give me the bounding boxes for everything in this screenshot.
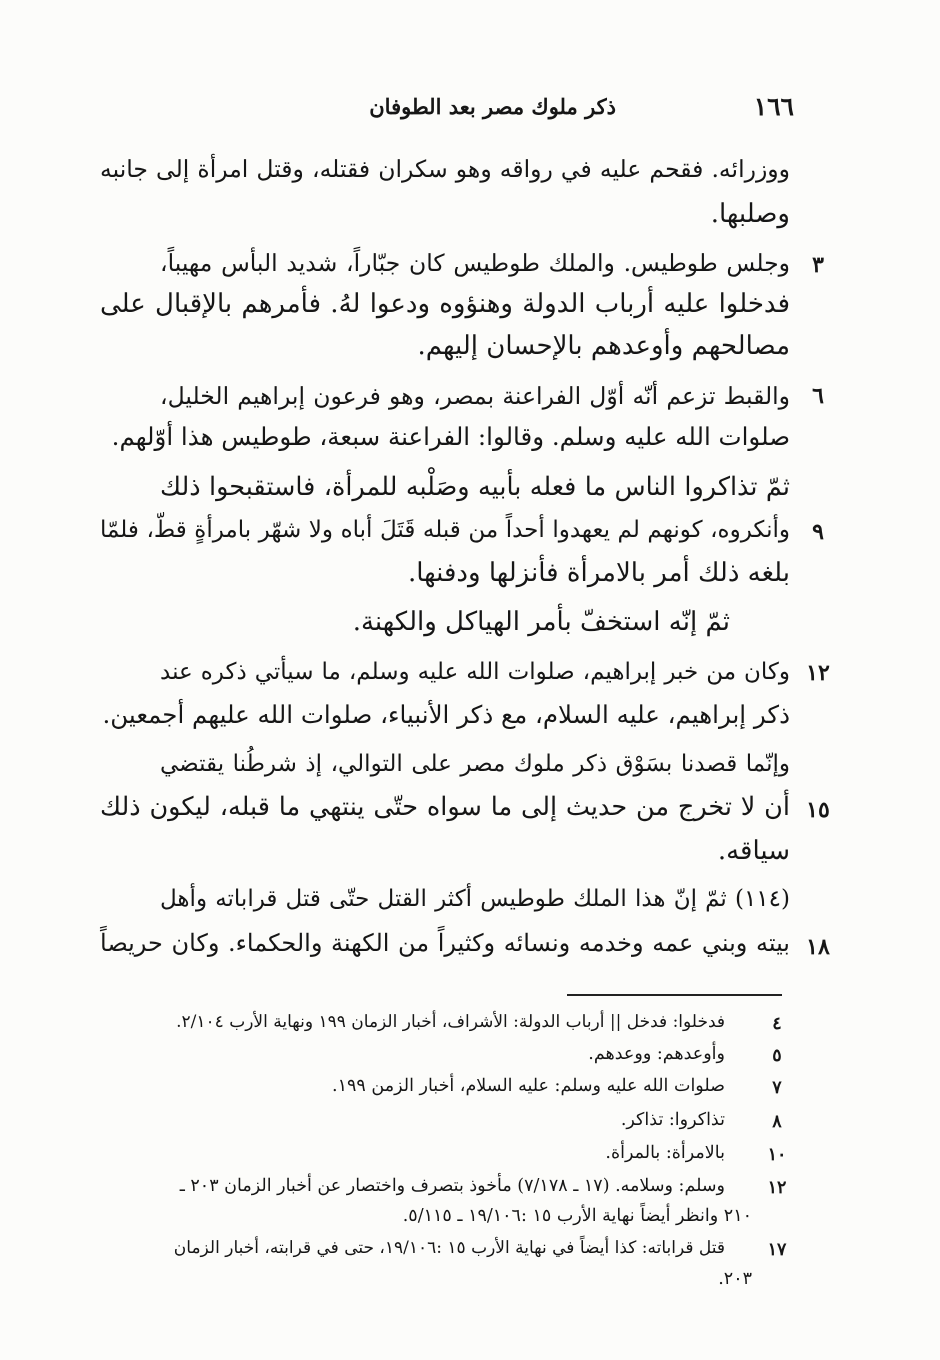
line-number: ١٢	[806, 660, 830, 686]
footnote-number: ٤	[772, 1014, 782, 1034]
line-number: ٩	[812, 519, 824, 545]
footnote-continuation: ٢١٠ وانظر أيضاً نهاية الأرب ١٥ :١٩/١٠٦ ـ ٥/١١٥.	[402, 1206, 752, 1226]
page-number: ١٦٦	[753, 92, 794, 121]
running-title: ذكر ملوك مصر بعد الطوفان	[369, 94, 616, 119]
text-line: أن لا تخرج من حديث إلى ما سواه حتّى ينتهي ما قبله، ليكون ذلك	[100, 792, 790, 822]
text-line: (١١٤) ثمّ إنّ هذا الملك طوطيس أكثر القتل حتّى قتل قراباته وأهل	[160, 886, 790, 912]
footnote-text: وسلم: وسلامه. (١٧ ـ ٧/١٧٨) مأخوذ بتصرف واختصار عن أخبار الزمان ٢٠٣ ـ	[179, 1176, 725, 1196]
footnote-separator	[567, 994, 782, 996]
footnote-number: ١٧	[767, 1240, 787, 1260]
text-line: ثمّ إنّه استخفّ بأمر الهياكل والكهنة.	[352, 607, 730, 637]
footnote-number: ١٠	[767, 1145, 787, 1165]
footnote-number: ٥	[772, 1046, 782, 1066]
text-line: ذكر إبراهيم، عليه السلام، مع ذكر الأنبياء، صلوات الله عليهم أجمعين.	[102, 700, 790, 729]
line-number: ١٥	[806, 797, 830, 823]
footnote-text: بالامرأة: بالمرأة.	[605, 1143, 725, 1163]
text-line: والقبط تزعم أنّه أوّل الفراعنة بمصر، وهو فرعون إبراهيم الخليل،	[160, 382, 790, 410]
text-line: وصلبها.	[710, 199, 790, 229]
footnote-number: ١٢	[767, 1178, 787, 1198]
text-line: فدخلوا عليه أرباب الدولة وهنؤوه ودعوا لهُ. فأمرهم بالإقبال على	[100, 289, 790, 319]
footnote-text: فدخلوا: فدخل || أرباب الدولة: الأشراف، أخبار الزمان ١٩٩ ونهاية الأرب ٢/١٠٤.	[176, 1012, 725, 1032]
running-head	[330, 92, 794, 126]
line-number: ٣	[812, 252, 824, 278]
footnote-number: ٧	[772, 1078, 782, 1098]
text-line: وأنكروه، كونهم لم يعهدوا أحداً من قبله قَتَلَ أباه ولا شهّر بامرأةٍ قطّ، فلمّا	[100, 517, 790, 543]
line-number: ١٨	[806, 934, 830, 960]
text-line: ووزرائه. فقحم عليه في رواقه وهو سكران فقتله، وقتل امرأة إلى جانبه	[100, 155, 790, 183]
text-line: بيته وبني عمه وخدمه ونسائه وكثيراً من الكهنة والحكماء. وكان حريصاً	[100, 929, 790, 957]
line-number: ٦	[812, 383, 824, 409]
text-line: وإنّما قصدنا بسَوْق ذكر ملوك مصر على التوالي، إذ شرطُنا يقتضي	[160, 751, 790, 777]
text-line: صلوات الله عليه وسلم. وقالوا: الفراعنة سبعة، طوطيس هذا أوّلهم.	[111, 422, 790, 451]
footnote-continuation: ٢٠٣.	[718, 1269, 752, 1289]
footnote-text: وأوعدهم: ووعدهم.	[588, 1044, 725, 1064]
footnote-text: قتل قراباته: كذا أيضاً في نهاية الأرب ١٥ :١٩/١٠٦، حتى في قرابته، أخبار الزمان	[173, 1238, 725, 1258]
text-line: وجلس طوطيس. والملك طوطيس كان جبّاراً، شديد البأس مهيباً،	[160, 249, 790, 277]
footnote-text: صلوات الله عليه وسلم: عليه السلام، أخبار الزمن ١٩٩.	[332, 1076, 725, 1096]
text-line: مصالحهم وأوعدهم بالإحسان إليهم.	[417, 331, 790, 361]
text-line: بلغه ذلك أمر بالامرأة فأنزلها ودفنها.	[407, 558, 790, 588]
text-line: سياقه.	[717, 836, 790, 866]
footnote-text: تذاكروا: تذاكر.	[620, 1110, 725, 1130]
text-line: ثمّ تذاكروا الناس ما فعله بأبيه وصَلْبه للمرأة، فاستقبحوا ذلك	[160, 472, 790, 502]
footnote-number: ٨	[772, 1112, 782, 1132]
text-line: وكان من خبر إبراهيم، صلوات الله عليه وسلم، ما سيأتي ذكره عند	[160, 659, 790, 685]
